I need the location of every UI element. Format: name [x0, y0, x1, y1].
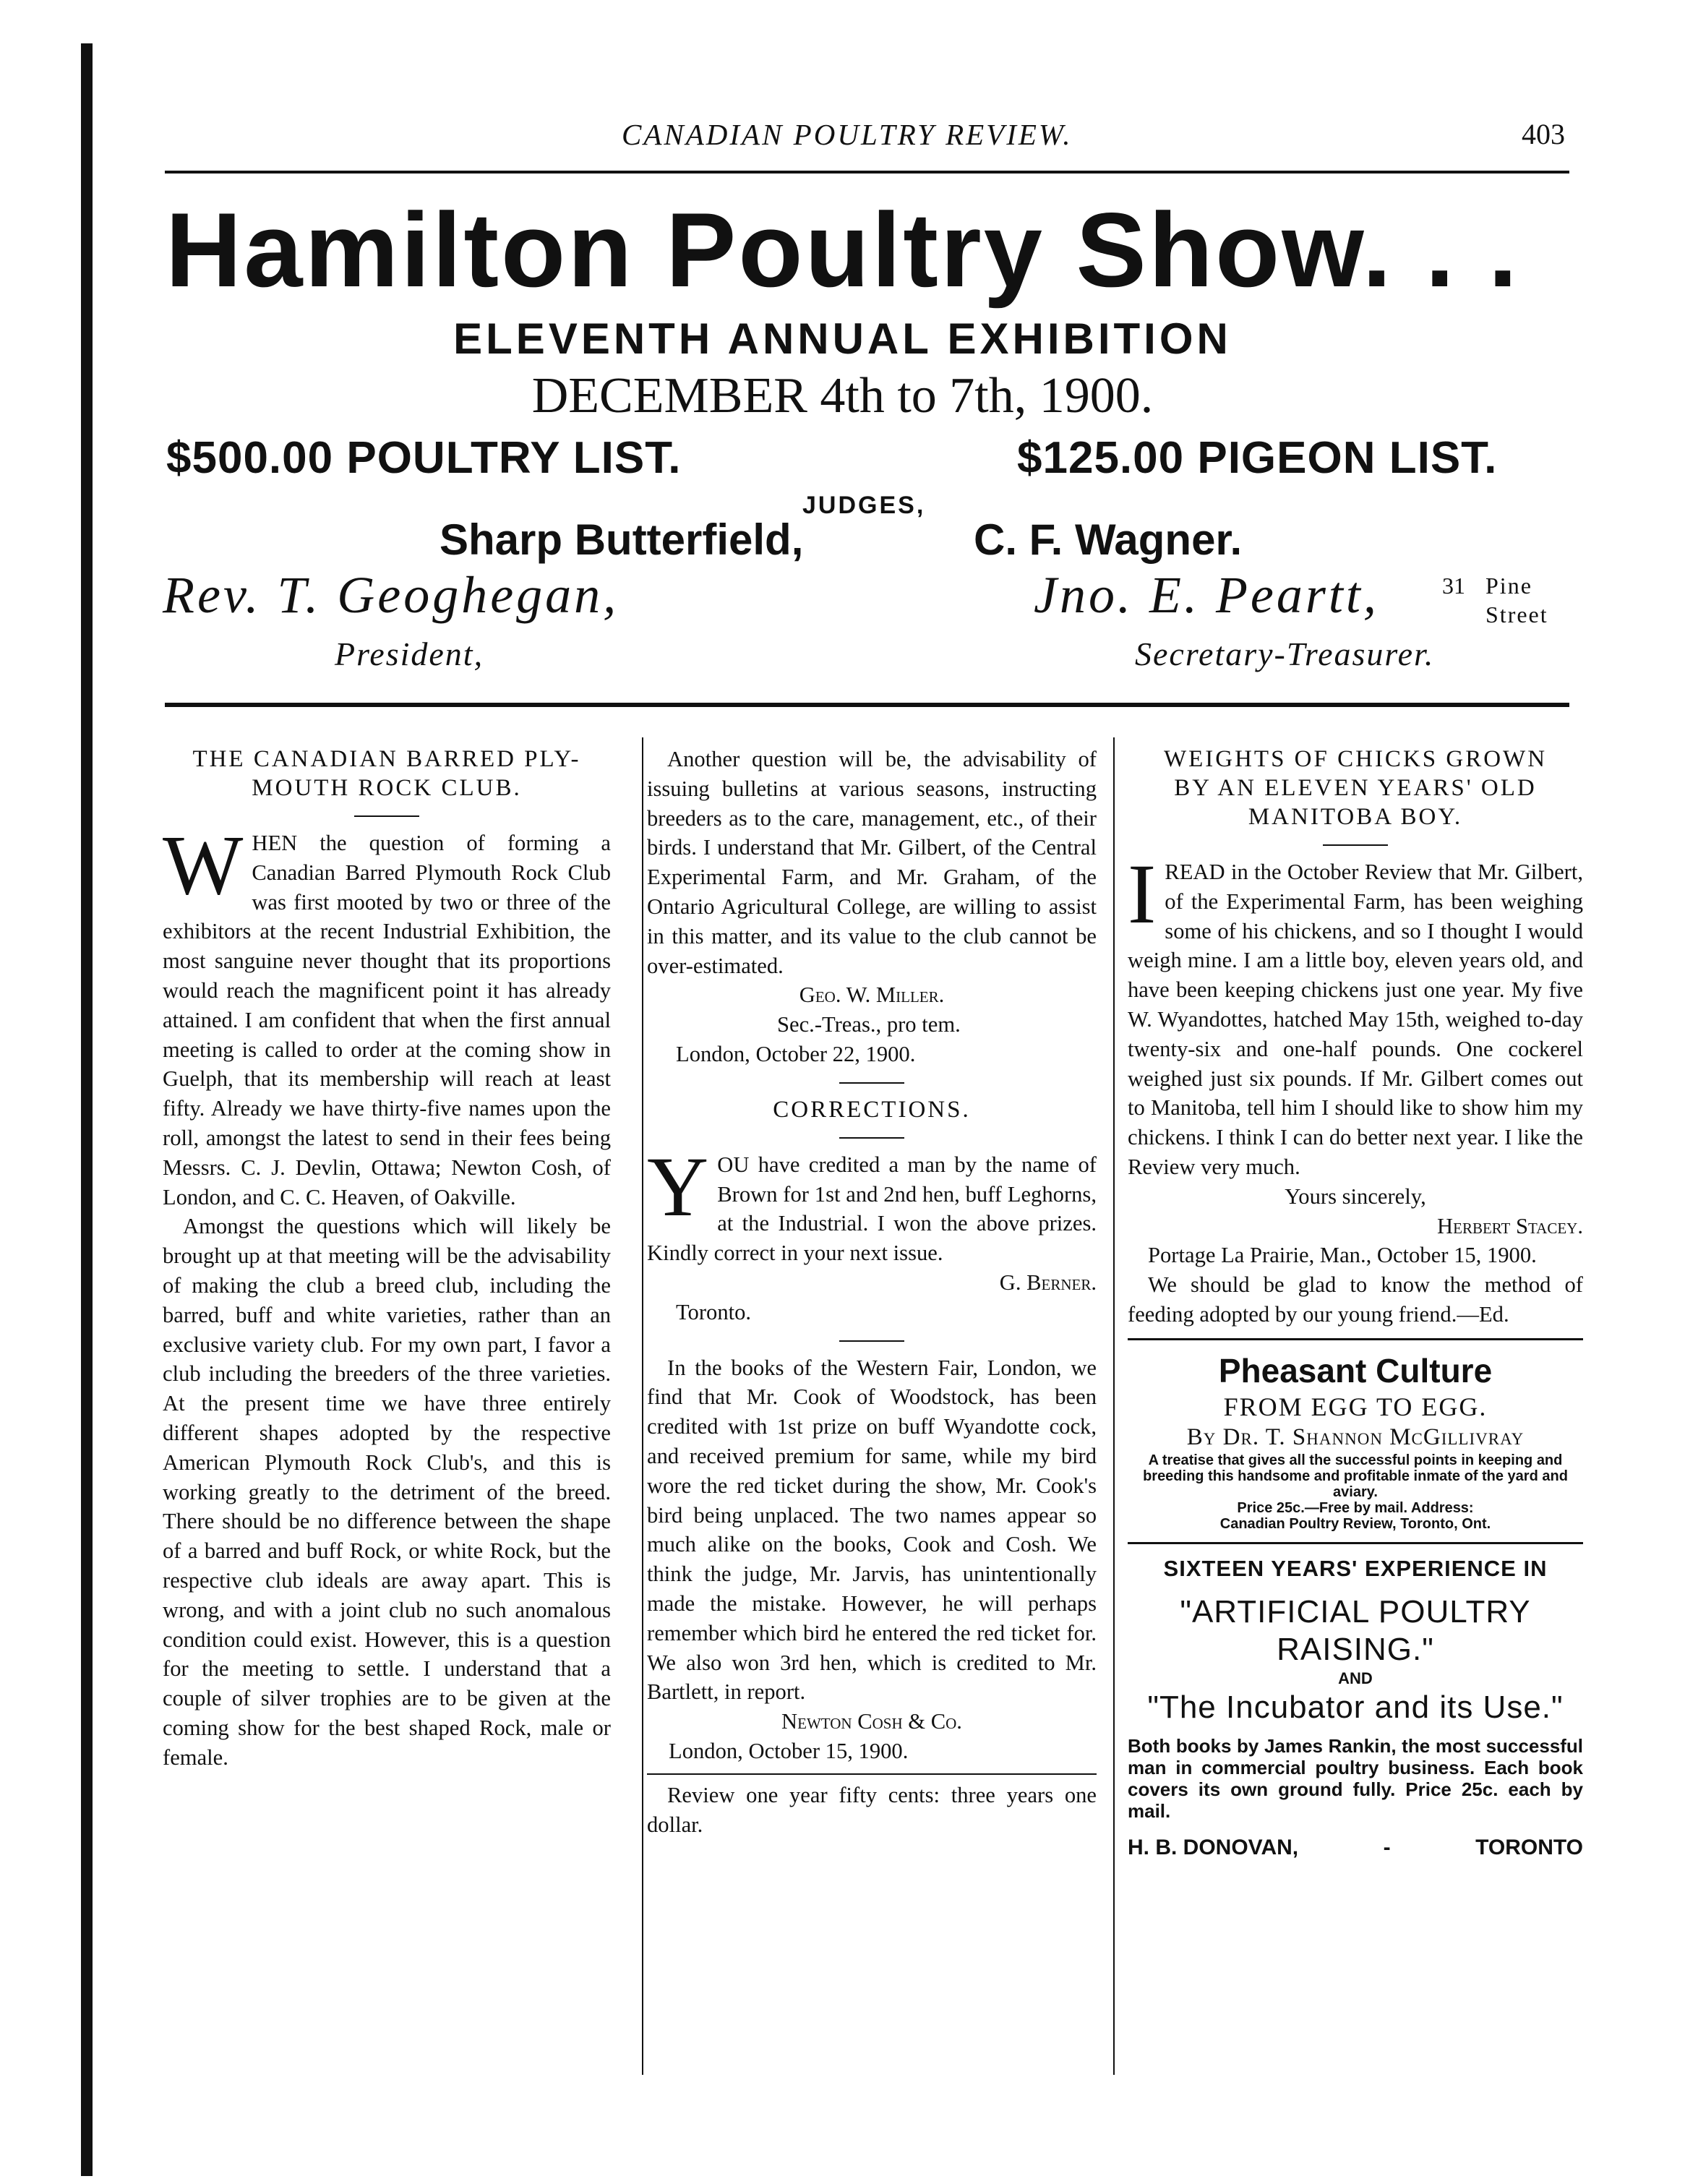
- subscription-note: Review one year fifty cents: three years one dollar.: [647, 1782, 1097, 1837]
- column-1: [163, 745, 611, 1773]
- drop-cap: I: [1128, 847, 1157, 941]
- dash: -: [1383, 1836, 1391, 1860]
- president-title: President,: [335, 635, 484, 672]
- header-rule: [165, 171, 1569, 174]
- drop-cap: W: [163, 818, 244, 912]
- signature-place: London, October 22, 1900.: [676, 1041, 916, 1066]
- separator: [839, 1137, 904, 1139]
- ad-border-rule: [165, 703, 1569, 707]
- ad-description: Both books by James Rankin, the most successful man in commercial poultry business. Each book covers its own ground fully. Price 25c. each by mail.: [1128, 1735, 1583, 1823]
- rule: [1128, 1338, 1583, 1340]
- address-line: Street: [1485, 601, 1548, 628]
- column-3: [1128, 745, 1583, 1863]
- judges-label: JUDGES,: [802, 492, 926, 519]
- rule: [647, 1773, 1097, 1775]
- ad-and: AND: [1338, 1669, 1373, 1688]
- paragraph-text: HEN the question of forming a Canadian Barred Plymouth Rock Club was first mooted by two or three of the exhibitors at the recent Industrial Exhibition, the most sanguine never thought that its proportions would reach the magnificent point it has already attained. I am confident that when the first annual meeting is called to order at the coming show in Guelph, that its membership will reach at least fifty. Already we have thirty-five names upon the roll, amongst the latest to send in their fees being Messrs. C. J. Devlin, Ottawa; Newton Cosh, of London, and C. C. Heaven, of Oakville.: [163, 831, 611, 1209]
- president-signature: Rev. T. Geoghegan,: [163, 566, 619, 624]
- signature: Herbert Stacey.: [1437, 1213, 1583, 1238]
- show-dates: DECEMBER 4th to 7th, 1900.: [531, 368, 1154, 424]
- book-title: "ARTIFICIAL POULTRY RAISING.": [1180, 1594, 1531, 1668]
- paragraph-text: READ in the October Review that Mr. Gilbert, of the Experimental Farm, has been weighing some of his chickens, and so I thought I would weigh mine. I am a little boy, eleven years old, and have been keeping chickens just one year. My five W. Wyandottes, hatched May 15th, weighed to-day twenty-six and one-half pounds. One cockerel weighed just six pounds. If Mr. Gilbert comes out to Manitoba, tell him I should like to show him my chickens. I think I can do better next year. I like the Review very much.: [1128, 860, 1583, 1179]
- signature-place: Toronto.: [676, 1299, 752, 1324]
- signature: Geo. W. Miller.: [799, 982, 945, 1008]
- running-head: CANADIAN POULTRY REVIEW.: [622, 118, 1073, 151]
- address-number: 31: [1442, 573, 1465, 599]
- ad-seller: H. B. DONOVAN,: [1128, 1836, 1299, 1860]
- pigeon-list: $125.00 PIGEON LIST.: [1017, 433, 1498, 483]
- signature-place: Portage La Prairie, Man., October 15, 1900.: [1148, 1243, 1537, 1268]
- paragraph: Another question will be, the advisability of issuing bulletins at various seasons, instructing breeders as to the care, management, etc., of their birds. I understand that Mr. Gilbert, of the Central Experimental Farm, and Mr. Graham, of the Ontario Agricultural College, are willing to assist in this matter, and its value to the club cannot be over-estimated.: [647, 747, 1097, 978]
- paragraph: [163, 818, 611, 1212]
- judge-name: C. F. Wagner.: [974, 515, 1243, 564]
- address-line: Pine: [1485, 573, 1532, 599]
- paragraph: [647, 1139, 1097, 1268]
- ad-heading: SIXTEEN YEARS' EXPERIENCE IN: [1163, 1555, 1548, 1581]
- signature: G. Berner.: [999, 1269, 1097, 1295]
- ad-subtitle: FROM EGG TO EGG.: [1223, 1392, 1488, 1421]
- separator: [354, 815, 419, 817]
- show-subtitle: ELEVENTH ANNUAL EXHIBITION: [453, 314, 1232, 363]
- separator: [839, 1340, 904, 1342]
- ad-title: Pheasant Culture: [1218, 1351, 1493, 1389]
- column-divider: [642, 737, 643, 2075]
- secretary-title: Secretary-Treasurer.: [1135, 635, 1435, 672]
- show-title: Hamilton Poultry Show. . .: [165, 191, 1520, 309]
- ad-city: TORONTO: [1475, 1836, 1583, 1860]
- separator: [839, 1082, 904, 1084]
- separator: [1323, 844, 1388, 846]
- corrections-heading: CORRECTIONS.: [773, 1096, 971, 1123]
- book-title: "The Incubator and its Use.": [1147, 1690, 1564, 1726]
- closing: Yours sincerely,: [1285, 1183, 1426, 1209]
- judge-name: Sharp Butterfield,: [440, 515, 804, 564]
- page-number: 403: [1522, 118, 1565, 150]
- article-heading: WEIGHTS OF CHICKS GROWN BY AN ELEVEN YEARS' OLD MANITOBA BOY.: [1163, 746, 1548, 830]
- rule: [1128, 1542, 1583, 1544]
- paragraph: In the books of the Western Fair, London, we find that Mr. Cook of Woodstock, has been credited with 1st prize on buff Wyandotte cock, and received premium for same, while my bird wore the red ticket during the show, Mr. Cook's bird being unplaced. The two names appear so much alike on the books, Cook and Cosh. We think the judge, Mr. Jarvis, has unintentionally made the mistake. However, he will perhaps remember which bird he entered the red ticket for. We also won 3rd hen, which is credited to Mr. Bartlett, in report.: [647, 1355, 1097, 1705]
- editor-note: We should be glad to know the method of feeding adopted by our young friend.—Ed.: [1128, 1272, 1583, 1327]
- article-heading: THE CANADIAN BARRED PLY- MOUTH ROCK CLUB.: [192, 746, 581, 801]
- poultry-list: $500.00 POULTRY LIST.: [166, 433, 682, 483]
- paragraph-text: OU have credited a man by the name of Brown for 1st and 2nd hen, buff Leghorns, at the Industrial. I won the above prizes. Kindly correct in your next issue.: [647, 1152, 1097, 1266]
- column-divider: [1113, 737, 1115, 2075]
- secretary-signature: Jno. E. Peartt,: [1034, 566, 1379, 624]
- paragraph: [1128, 847, 1583, 1182]
- signature-title: Sec.-Treas., pro tem.: [777, 1012, 961, 1037]
- ad-author: By Dr. T. Shannon McGillivray: [1186, 1423, 1525, 1450]
- paragraph: Amongst the questions which will likely be brought up at that meeting will be the advisability of making the club a breed club, including the barred, buff and white varieties, rather than an exclusive variety club. For my own part, I favor a club including the breeders of the three varieties. At the present time we have three entirely different shapes adopted by the respective American Plymouth Rock Club's, and this is working greatly to the detriment of the breed. There should be no difference between the shape of a barred and buff Rock, or white Rock, but the respective club ideals are away apart. This is wrong, and with a joint club no such anomalous condition could exist. However, this is a question for the meeting to settle. I understand that a couple of silver trophies are to be given at the coming show for the best shaped Rock, male or female.: [163, 1214, 611, 1770]
- signature: Newton Cosh & Co.: [781, 1709, 962, 1734]
- drop-cap: Y: [647, 1139, 709, 1234]
- column-2: [647, 745, 1097, 1839]
- ad-description: A treatise that gives all the successful points in keeping and breeding this handsome and profitable inmate of the yard and aviary. Price 25c.—Free by mail. Address: Canadian Poultry Review, Toronto, Ont.: [1143, 1452, 1568, 1532]
- signature-place: London, October 15, 1900.: [669, 1738, 909, 1763]
- ad-seller-line: [1128, 1833, 1583, 1863]
